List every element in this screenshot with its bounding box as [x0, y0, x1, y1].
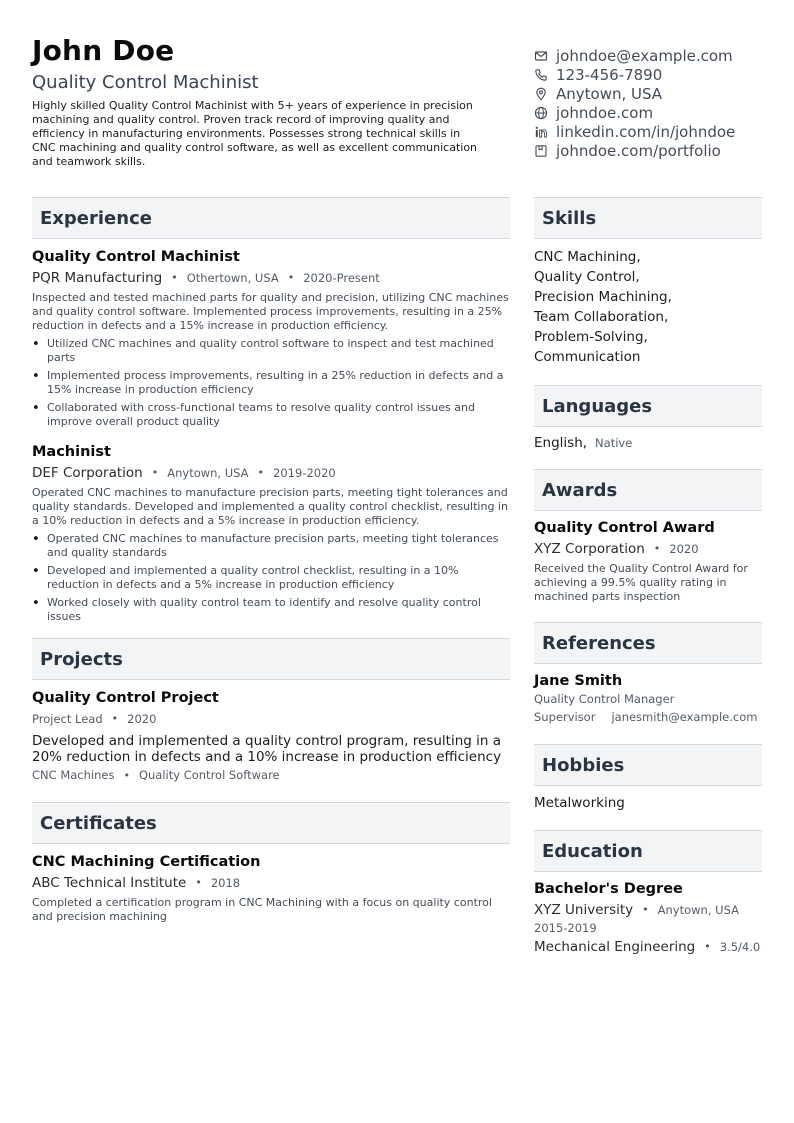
separator-dot: •	[171, 271, 178, 284]
skill-item: Team Collaboration,	[534, 309, 669, 325]
skill-item: CNC Machining,	[534, 249, 641, 265]
certificates-heading: Certificates	[32, 802, 510, 844]
experience-item	[32, 443, 510, 624]
skill-item: Communication	[534, 349, 641, 365]
bullet-item: • Collaborated with cross-functional teams to resolve quality control issues and improve overall product quality	[32, 401, 510, 429]
certificate-description: Completed a certification program in CNC Machining with a focus on quality control and precision machining	[32, 896, 492, 923]
resume-header	[32, 32, 762, 182]
contact-portfolio[interactable]	[534, 141, 764, 160]
references-heading: References	[534, 622, 762, 664]
contact-phone-text: 123-456-7890	[556, 65, 663, 84]
award-meta	[534, 540, 762, 558]
company-name: PQR Manufacturing	[32, 270, 163, 286]
language-item	[534, 435, 762, 451]
bullet-item: • Developed and implemented a quality control checklist, resulting in a 10% reduction in defects and a 5% increase in production efficiency	[32, 564, 510, 592]
project-tags	[32, 768, 510, 782]
reference-contact-row	[534, 708, 762, 726]
certificate-item	[32, 853, 510, 924]
candidate-name: John Doe	[32, 34, 175, 67]
language-name: English,	[534, 435, 588, 451]
separator-dot: •	[111, 712, 119, 725]
contact-phone[interactable]	[534, 65, 764, 84]
project-role: Project Lead	[32, 712, 103, 726]
bullet-item: • Operated CNC machines to manufacture precision parts, meeting tight tolerances and quality standards	[32, 532, 510, 560]
separator-dot: •	[257, 466, 265, 479]
hobbies-heading: Hobbies	[534, 744, 762, 786]
separator-dot: •	[287, 271, 295, 284]
project-description: Developed and implemented a quality control program, resulting in a 20% reduction in defects and a 10% increase in production efficiency	[32, 733, 502, 765]
award-year: 2020	[669, 542, 699, 556]
globe-icon	[534, 106, 548, 120]
job-description: Inspected and tested machined parts for quality and precision, utilizing CNC machines and quality control software. Implemented process improvements, resulting in a 25% reduction in defects and a 15% increase in production efficiency.	[32, 291, 509, 332]
skill-item: Quality Control,	[534, 269, 640, 285]
separator-dot: •	[642, 903, 649, 916]
languages-heading: Languages	[534, 385, 762, 427]
award-description: Received the Quality Control Award for achieving a 99.5% quality rating in machined parts inspection	[534, 562, 748, 603]
separator-dot: •	[123, 768, 130, 782]
contact-location-text: Anytown, USA	[556, 84, 663, 103]
job-title: Quality Control Machinist	[32, 249, 240, 265]
company-name: DEF Corporation	[32, 465, 143, 481]
project-item	[32, 689, 510, 782]
bullet-item: • Implemented process improvements, resulting in a 25% reduction in defects and a 15% increase in production efficiency	[32, 369, 510, 397]
job-meta	[32, 269, 510, 287]
job-bullets	[32, 337, 510, 429]
contact-linkedin-text: linkedin.com/in/johndoe	[556, 122, 736, 141]
experience-item	[32, 248, 510, 429]
job-description: Operated CNC machines to manufacture precision parts, meeting tight tolerances and quality standards. Developed and implemented a quality control checklist, resulting in a 10% reduction in defects and a 5% increase in production efficiency.	[32, 486, 508, 527]
job-location: Othertown, USA	[186, 271, 279, 285]
hobby-item	[534, 794, 762, 812]
award-title: Quality Control Award	[534, 520, 715, 536]
project-tag: Quality Control Software	[138, 768, 280, 782]
award-item	[534, 519, 762, 604]
project-year: 2020	[127, 712, 157, 726]
certificate-year: 2018	[210, 876, 241, 890]
skills-list	[534, 247, 762, 367]
separator-dot: •	[704, 940, 711, 953]
bullet-item: • Worked closely with quality control team to identify and resolve quality control issues	[32, 596, 510, 624]
education-meta	[534, 901, 762, 919]
job-meta	[32, 464, 510, 482]
portfolio-icon	[534, 144, 548, 158]
education-degree: Bachelor's Degree	[534, 881, 683, 897]
summary-text: Highly skilled Quality Control Machinist with 5+ years of experience in precision machining and quality control. Proven track record of improving quality and efficiency in manufacturing environments. Possesses strong technical skills in CNC machining and quality control software, as well as excellent communication and teamwork skills.	[32, 99, 478, 168]
job-dates: 2020-Present	[303, 271, 380, 285]
side-column	[534, 197, 762, 974]
job-location: Anytown, USA	[167, 466, 249, 480]
experience-heading: Experience	[32, 197, 510, 239]
main-column	[32, 197, 510, 924]
contact-email[interactable]	[534, 46, 764, 65]
separator-dot: •	[653, 542, 661, 555]
contact-list	[534, 46, 764, 160]
project-tag: CNC Machines	[32, 768, 115, 782]
reference-email[interactable]: janesmith@example.com	[611, 710, 758, 724]
language-fluency: Native	[595, 436, 633, 450]
education-field-row	[534, 938, 762, 956]
reference-name: Jane Smith	[534, 673, 623, 689]
phone-icon	[534, 68, 548, 82]
contact-website[interactable]	[534, 103, 764, 122]
contact-website-text: johndoe.com	[556, 103, 654, 122]
skill-item: Problem-Solving,	[534, 329, 648, 345]
education-location: Anytown, USA	[657, 903, 739, 917]
contact-linkedin[interactable]	[534, 122, 764, 141]
separator-dot: •	[151, 466, 159, 479]
projects-heading: Projects	[32, 638, 510, 680]
contact-portfolio-text: johndoe.com/portfolio	[556, 141, 721, 160]
job-bullets	[32, 532, 510, 624]
award-issuer: XYZ Corporation	[534, 541, 645, 557]
mail-icon	[534, 49, 548, 63]
location-icon	[534, 87, 548, 101]
reference-position: Quality Control Manager	[534, 692, 675, 706]
education-gpa: 3.5/4.0	[719, 940, 761, 954]
awards-heading: Awards	[534, 469, 762, 511]
certificate-meta	[32, 874, 510, 892]
hobby-text: Metalworking	[534, 795, 625, 811]
linkedin-icon	[534, 125, 548, 139]
skill-item: Precision Machining,	[534, 289, 672, 305]
skills-heading: Skills	[534, 197, 762, 239]
education-school: XYZ University	[534, 902, 634, 918]
education-item	[534, 880, 762, 956]
project-title: Quality Control Project	[32, 690, 219, 706]
education-dates: 2015-2019	[534, 921, 597, 935]
reference-item	[534, 672, 762, 726]
education-field: Mechanical Engineering	[534, 939, 696, 955]
bullet-item: • Utilized CNC machines and quality control software to inspect and test machined parts	[32, 337, 510, 365]
project-meta	[32, 710, 510, 728]
separator-dot: •	[195, 876, 202, 889]
candidate-title: Quality Control Machinist	[32, 72, 259, 93]
job-dates: 2019-2020	[273, 466, 336, 480]
education-heading: Education	[534, 830, 762, 872]
reference-relation: Supervisor	[534, 710, 596, 724]
job-title: Machinist	[32, 444, 111, 460]
certificate-title: CNC Machining Certification	[32, 854, 261, 870]
certificate-issuer: ABC Technical Institute	[32, 875, 187, 891]
contact-location	[534, 84, 764, 103]
contact-email-text: johndoe@example.com	[556, 46, 733, 65]
